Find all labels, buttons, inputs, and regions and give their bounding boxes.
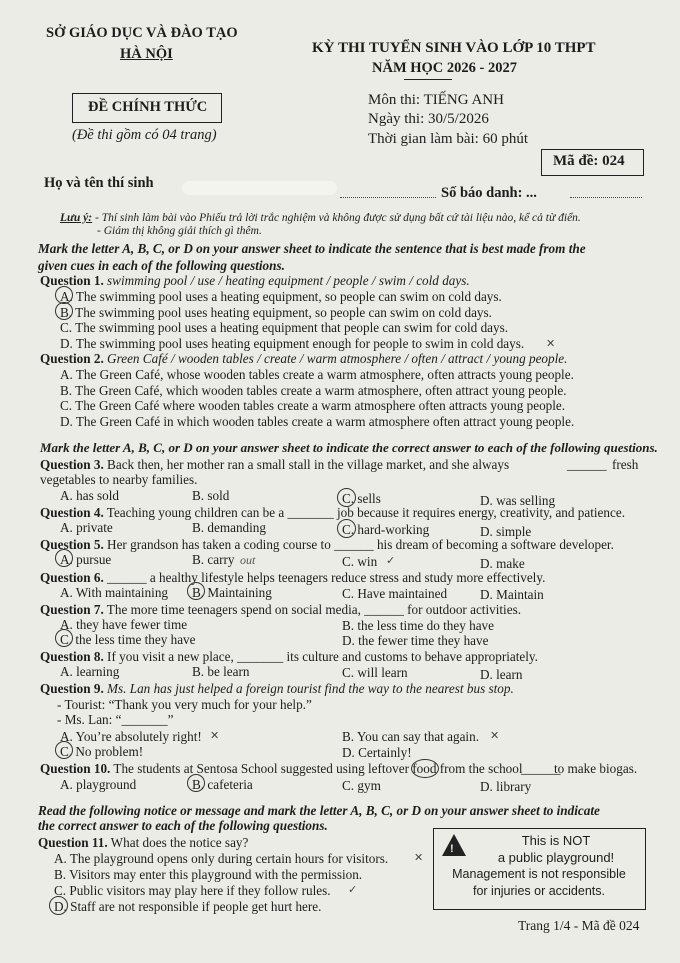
- q6-option-a[interactable]: A. With maintaining: [60, 585, 169, 600]
- question-4: [40, 505, 625, 521]
- q10-option-a[interactable]: A. playground: [60, 777, 137, 792]
- question-stem: Teaching young children can be a _______ job because it requires energy, creativity, and patience.: [103, 505, 626, 520]
- q3-stem-end: fresh: [612, 457, 639, 472]
- question-label: Question 8.: [40, 649, 104, 664]
- q10-option-b[interactable]: B. cafeteria: [192, 777, 253, 792]
- note-label: Lưu ý:: [60, 212, 93, 224]
- section3-instruction-1: Read the following notice or message and mark the letter A, B, C, or D on your answer sheet to indicate: [38, 803, 600, 818]
- q3-option-a[interactable]: A. has sold: [60, 488, 119, 503]
- q10-b-circle-mark: [187, 774, 205, 792]
- warning-icon: [441, 833, 467, 857]
- notice-line-1: This is NOT: [521, 833, 591, 848]
- q1-option-b[interactable]: B. The swimming pool uses heating equipment, so people can swim on cold days.: [60, 305, 492, 320]
- question-stem: ______ a healthy lifestyle helps teenagers reduce stress and study more effectively.: [103, 570, 546, 585]
- q7-option-b[interactable]: B. the less time do they have: [342, 618, 494, 633]
- q9-dialogue-1: - Tourist: “Thank you very much for your help.”: [57, 697, 312, 712]
- q1-option-c[interactable]: C. The swimming pool uses a heating equipment that people can swim for cold days.: [60, 320, 509, 335]
- question-stem: Ms. Lan has just helped a foreign tourist find the way to the nearest bus stop.: [103, 681, 514, 696]
- q8-option-d[interactable]: D. learn: [480, 667, 523, 682]
- question-label: Question 4.: [40, 505, 104, 520]
- q10-option-d[interactable]: D. library: [480, 779, 532, 794]
- question-label: Question 3.: [40, 457, 104, 472]
- pages-note: (Đề thi gồm có 04 trang): [72, 127, 217, 143]
- q1-handwritten-cross: ✕: [546, 337, 556, 350]
- question-label: Question 11.: [38, 835, 108, 850]
- q11-a-handwritten-cross: ✕: [414, 851, 424, 864]
- question-stem: What does the notice say?: [107, 835, 249, 850]
- q11-option-d[interactable]: D. Staff are not responsible if people get hurt here.: [54, 899, 322, 914]
- section1-instruction-2: given cues in each of the following questions.: [38, 258, 285, 273]
- question-8: [40, 649, 538, 665]
- school-year: NĂM HỌC 2026 - 2027: [372, 60, 517, 76]
- q4-c-circle-mark: [337, 519, 356, 538]
- q11-option-c[interactable]: C. Public visitors may play here if they follow rules.: [54, 883, 331, 898]
- q5-option-c[interactable]: C. win: [342, 554, 378, 569]
- question-cue: Green Café / wooden tables / create / warm atmosphere / often / attract / young people.: [103, 351, 568, 366]
- q5-a-circle-mark: [55, 549, 73, 567]
- q11-c-handwritten-tick: ✓: [348, 883, 358, 896]
- q4-option-a[interactable]: A. private: [60, 520, 113, 535]
- year-underline: [404, 79, 452, 80]
- q3-option-b[interactable]: B. sold: [192, 488, 230, 503]
- q11-option-b[interactable]: B. Visitors may enter this playground with the permission.: [54, 867, 363, 882]
- q4-option-c[interactable]: C. hard-working: [342, 522, 430, 537]
- department-city: HÀ NỘI: [120, 46, 173, 62]
- warning-icon-mark: !: [450, 843, 454, 855]
- exam-title: KỲ THI TUYỂN SINH VÀO LỚP 10 THPT: [312, 40, 596, 56]
- question-9: [40, 681, 514, 697]
- question-label: Question 5.: [40, 537, 104, 552]
- q2-option-d[interactable]: D. The Green Café in which wooden tables create a warm atmosphere often attract young people.: [60, 414, 575, 429]
- q6-b-circle-mark: [187, 582, 205, 600]
- question-label: Question 10.: [40, 761, 111, 776]
- blurred-name: [182, 181, 337, 195]
- question-stem: If you visit a new place, _______ its culture and customs to behave appropriately.: [103, 649, 538, 664]
- q7-c-circle-mark: [55, 629, 73, 647]
- q8-option-b[interactable]: B. be learn: [192, 664, 250, 679]
- question-label: Question 2.: [40, 351, 104, 366]
- q5-handwritten-tick: ✓: [386, 554, 396, 567]
- q5-option-d[interactable]: D. make: [480, 556, 525, 571]
- official-label: ĐỀ CHÍNH THỨC: [88, 99, 208, 115]
- q10-option-c[interactable]: C. gym: [342, 778, 381, 793]
- section3-instruction-2: the correct answer to each of the following questions.: [38, 818, 328, 833]
- q1-b-circle-mark: [55, 302, 73, 320]
- question-1: [40, 273, 470, 289]
- q7-option-c[interactable]: C. the less time they have: [60, 632, 196, 647]
- question-6: [40, 570, 545, 586]
- q4-option-d[interactable]: D. simple: [480, 524, 532, 539]
- q7-option-a[interactable]: A. they have fewer time: [60, 617, 188, 632]
- notice-line-3: Management is not responsible: [452, 867, 626, 881]
- q2-option-a[interactable]: A. The Green Café, whose wooden tables create a warm atmosphere, often attracts young people.: [60, 367, 574, 382]
- q9-option-a[interactable]: A. You’re absolutely right!: [60, 729, 202, 744]
- question-2: [40, 351, 567, 367]
- question-stem: Back then, her mother ran a small stall in the village market, and she always: [103, 457, 510, 472]
- question-3: [40, 457, 509, 473]
- question-label: Question 1.: [40, 273, 104, 288]
- exam-date: Ngày thi: 30/5/2026: [368, 111, 489, 127]
- q11-d-circle-mark: [49, 896, 68, 915]
- candidate-id-label: Số báo danh: ...: [441, 185, 537, 201]
- question-label: Question 7.: [40, 602, 104, 617]
- notice-line-4: for injuries or accidents.: [472, 884, 605, 898]
- notice-line-2: a public playground!: [497, 850, 615, 865]
- q8-option-c[interactable]: C. will learn: [342, 665, 408, 680]
- q7-option-d[interactable]: D. the fewer time they have: [342, 633, 489, 648]
- note-text: - Thí sinh làm bài vào Phiếu trả lời trắc nghiệm và không được sử dụng bất cứ tài liệu nào, kể cả từ điển.: [92, 212, 581, 224]
- q9-option-b[interactable]: B. You can say that again.: [342, 729, 479, 744]
- q3-stem-line2: vegetables to nearby families.: [40, 472, 198, 487]
- note-line-1: [60, 212, 581, 224]
- question-10: [40, 761, 523, 777]
- question-stem: Her grandson has taken a coding course to ______ his dream of becoming a software developer.: [103, 537, 614, 552]
- subject: Môn thi: TIẾNG ANH: [368, 92, 504, 108]
- q9-option-c[interactable]: C. No problem!: [60, 744, 144, 759]
- exam-code: Mã đề: 024: [553, 153, 625, 169]
- question-stem: The more time teenagers spend on social media, ______ for outdoor activities.: [103, 602, 521, 617]
- q1-option-d[interactable]: D. The swimming pool uses heating equipment enough for people to swim in cold days.: [60, 336, 525, 351]
- q10-blank: ______: [521, 761, 561, 776]
- q3-blank: ______: [567, 457, 607, 472]
- q4-option-b[interactable]: B. demanding: [192, 520, 266, 535]
- q11-option-a[interactable]: A. The playground opens only during certain hours for visitors.: [54, 851, 389, 866]
- question-cue: swimming pool / use / heating equipment / people / swim / cold days.: [103, 273, 470, 288]
- q1-option-a[interactable]: A. The swimming pool uses a heating equipment, so people can swim on cold days.: [60, 289, 502, 304]
- note-line-2: - Giám thị không giải thích gì thêm.: [97, 225, 262, 237]
- question-stem: The students at Sentosa School suggested using leftover food from the school: [110, 761, 523, 776]
- q10-food-circle-mark: [411, 759, 439, 778]
- id-dotted-line: [570, 197, 642, 198]
- question-label: Question 6.: [40, 570, 104, 585]
- question-7: [40, 602, 521, 618]
- q9-dialogue-2: - Ms. Lan: “_______”: [57, 712, 174, 727]
- q8-option-a[interactable]: A. learning: [60, 664, 120, 679]
- q9-b-handwritten-cross: ✕: [490, 729, 500, 742]
- department-name: SỞ GIÁO DỤC VÀ ĐÀO TẠO: [46, 25, 238, 41]
- section1-instruction-1: Mark the letter A, B, C, or D on your answer sheet to indicate the sentence that is best made from the: [38, 241, 586, 256]
- question-11: [38, 835, 248, 851]
- q5-option-b[interactable]: B. carry: [192, 552, 235, 567]
- q9-a-handwritten-cross: ✕: [210, 729, 220, 742]
- candidate-name-label: Họ và tên thí sinh: [44, 175, 154, 191]
- exam-duration: Thời gian làm bài: 60 phút: [368, 131, 528, 147]
- q5-handwriting: out: [240, 553, 256, 567]
- q6-option-c[interactable]: C. Have maintained: [342, 586, 448, 601]
- q2-option-c[interactable]: C. The Green Café where wooden tables create a warm atmosphere often attracts young people.: [60, 398, 566, 413]
- q5-option-a[interactable]: A. pursue: [60, 552, 112, 567]
- name-dotted-line: [340, 197, 436, 198]
- question-label: Question 9.: [40, 681, 104, 696]
- page-footer: Trang 1/4 - Mã đề 024: [518, 918, 640, 933]
- question-5: [40, 537, 614, 553]
- q6-option-d[interactable]: D. Maintain: [480, 587, 544, 602]
- q2-option-b[interactable]: B. The Green Café, which wooden tables create a warm atmosphere, often attract young people.: [60, 383, 567, 398]
- q9-c-circle-mark: [55, 741, 73, 759]
- q3-option-c[interactable]: C. sells: [342, 491, 381, 506]
- q6-option-b[interactable]: B. Maintaining: [192, 585, 272, 600]
- section2-instruction: Mark the letter A, B, C, or D on your answer sheet to indicate the correct answer to each of the following questions.: [40, 440, 658, 455]
- q10-stem-end: to make biogas.: [554, 761, 638, 776]
- q3-option-d[interactable]: D. was selling: [480, 493, 556, 508]
- q9-option-d[interactable]: D. Certainly!: [342, 745, 412, 760]
